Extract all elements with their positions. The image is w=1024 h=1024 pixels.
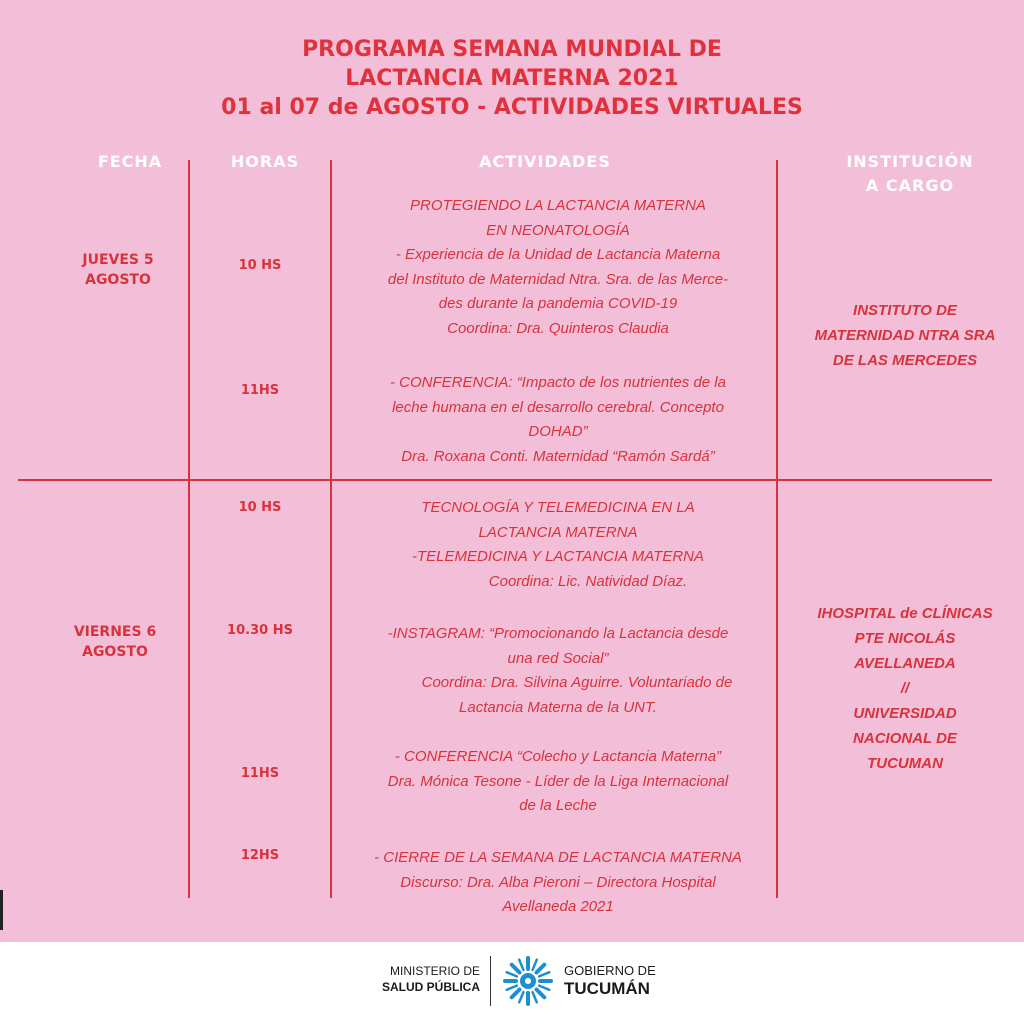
activity-line: Coordina: Dra. Quinteros Claudia [447, 319, 669, 337]
activity-line: PROTEGIENDO LA LACTANCIA MATERNA [410, 197, 706, 214]
divider-fecha-horas [188, 160, 190, 898]
time-day-2-10hs: 10 HS [238, 500, 282, 515]
activity-line: de la Leche [519, 797, 597, 814]
institution-line: IHOSPITAL de CLÍNICAS [817, 605, 993, 622]
activity-line: Dra. Mónica Tesone - Líder de la Liga Internacional [387, 772, 729, 790]
activity-line: Lactancia Materna de la UNT. [459, 698, 657, 716]
date-day-1-line-2: AGOSTO [85, 272, 151, 288]
title-line-2: LACTANCIA MATERNA 2021 [345, 66, 679, 91]
ministerio-line-2: SALUD PÚBLICA [382, 980, 480, 994]
date-day-2-line-1: VIERNES 6 [73, 624, 157, 640]
activity-line: - Experiencia de la Unidad de Lactancia Materna [395, 246, 721, 263]
activity-instagram [338, 622, 778, 720]
activity-line: leche humana en el desarrollo cerebral. Concepto [392, 398, 724, 416]
divider-horas-actividades [330, 160, 332, 898]
activity-line: -TELEMEDICINA Y LACTANCIA MATERNA [412, 548, 704, 565]
time-day-2-11hs: 11HS [240, 766, 280, 781]
activity-line: DOHAD” [528, 423, 588, 440]
time-day-2-12hs: 12HS [240, 848, 280, 863]
date-day-1-line-1: JUEVES 5 [82, 252, 154, 268]
activity-line: Discurso: Dra. Alba Pieroni – Directora Hospital [400, 873, 716, 891]
tucuman-sun-logo-icon [502, 955, 554, 1007]
ministerio-line-1: MINISTERIO DE [389, 964, 480, 978]
activity-line: Coordina: Lic. Natividad Díaz. [488, 572, 688, 590]
column-header-horas: HORAS [230, 152, 300, 171]
time-day-2-1030hs: 10.30 HS [227, 623, 293, 638]
title-line-1: PROGRAMA SEMANA MUNDIAL DE [302, 37, 722, 62]
date-day-1 [48, 250, 188, 290]
poster-title [0, 35, 1024, 122]
activity-line: - CIERRE DE LA SEMANA DE LACTANCIA MATERNA [374, 849, 742, 866]
activity-cierre-semana [338, 846, 778, 920]
column-header-actividades: ACTIVIDADES [479, 152, 611, 171]
time-day-1-10hs: 10 HS [238, 258, 282, 273]
activity-line: - CONFERENCIA “Colecho y Lactancia Materna” [394, 748, 722, 765]
activity-line: TECNOLOGÍA Y TELEMEDICINA EN LA [421, 499, 695, 516]
institution-line: DE LAS MERCEDES [832, 352, 978, 369]
column-header-institucion-line-2: A CARGO [865, 176, 955, 195]
activity-line: Dra. Roxana Conti. Maternidad “Ramón Sardá” [401, 447, 715, 465]
institution-line: TUCUMAN [867, 755, 943, 772]
institution-line: NACIONAL DE [853, 730, 957, 747]
activity-tecnologia-telemedicina [338, 496, 778, 594]
institution-day-2 [786, 601, 1024, 776]
activity-line: del Instituto de Maternidad Ntra. Sra. de las Merce- [387, 270, 729, 288]
institution-line: // [900, 680, 910, 697]
time-day-1-11hs: 11HS [240, 383, 280, 398]
activity-line: -INSTAGRAM: “Promocionando la Lactancia desde [387, 625, 729, 642]
activity-line: Avellaneda 2021 [502, 898, 614, 915]
gobierno-line-2: TUCUMÁN [564, 979, 650, 998]
footer-separator [490, 956, 491, 1006]
activity-line: LACTANCIA MATERNA [478, 523, 638, 541]
activity-line: EN NEONATOLOGÍA [486, 221, 630, 239]
institution-line: MATERNIDAD NTRA SRA [814, 327, 996, 344]
activity-line: Coordina: Dra. Silvina Aguirre. Voluntariado de [421, 674, 733, 691]
activity-conferencia-colecho [338, 745, 778, 819]
activity-protegiendo-lactancia [338, 194, 778, 341]
institution-day-1 [786, 298, 1024, 373]
activity-conferencia-nutrientes [338, 371, 778, 469]
institution-line: AVELLANEDA [854, 655, 956, 672]
column-header-fecha: FECHA [97, 152, 163, 171]
date-day-2 [40, 622, 190, 662]
activity-line: - CONFERENCIA: “Impacto de los nutrientes de la [390, 374, 726, 391]
activity-line: des durante la pandemia COVID-19 [438, 295, 678, 312]
activity-line: una red Social” [507, 649, 609, 667]
gobierno-tucuman-logo-text [564, 962, 656, 998]
column-header-institucion [800, 150, 1020, 198]
divider-day-rows [18, 479, 992, 481]
gobierno-line-1: GOBIERNO DE [564, 963, 656, 978]
column-header-institucion-line-1: INSTITUCIÓN [846, 152, 974, 171]
ministerio-salud-logo-text [360, 963, 480, 995]
institution-line: PTE NICOLÁS [854, 630, 956, 647]
institution-line: UNIVERSIDAD [853, 705, 957, 722]
left-edge-mark [0, 890, 3, 930]
institution-line: INSTITUTO DE [853, 302, 957, 319]
title-line-3: 01 al 07 de AGOSTO - ACTIVIDADES VIRTUALES [221, 95, 803, 120]
date-day-2-line-2: AGOSTO [82, 644, 148, 660]
